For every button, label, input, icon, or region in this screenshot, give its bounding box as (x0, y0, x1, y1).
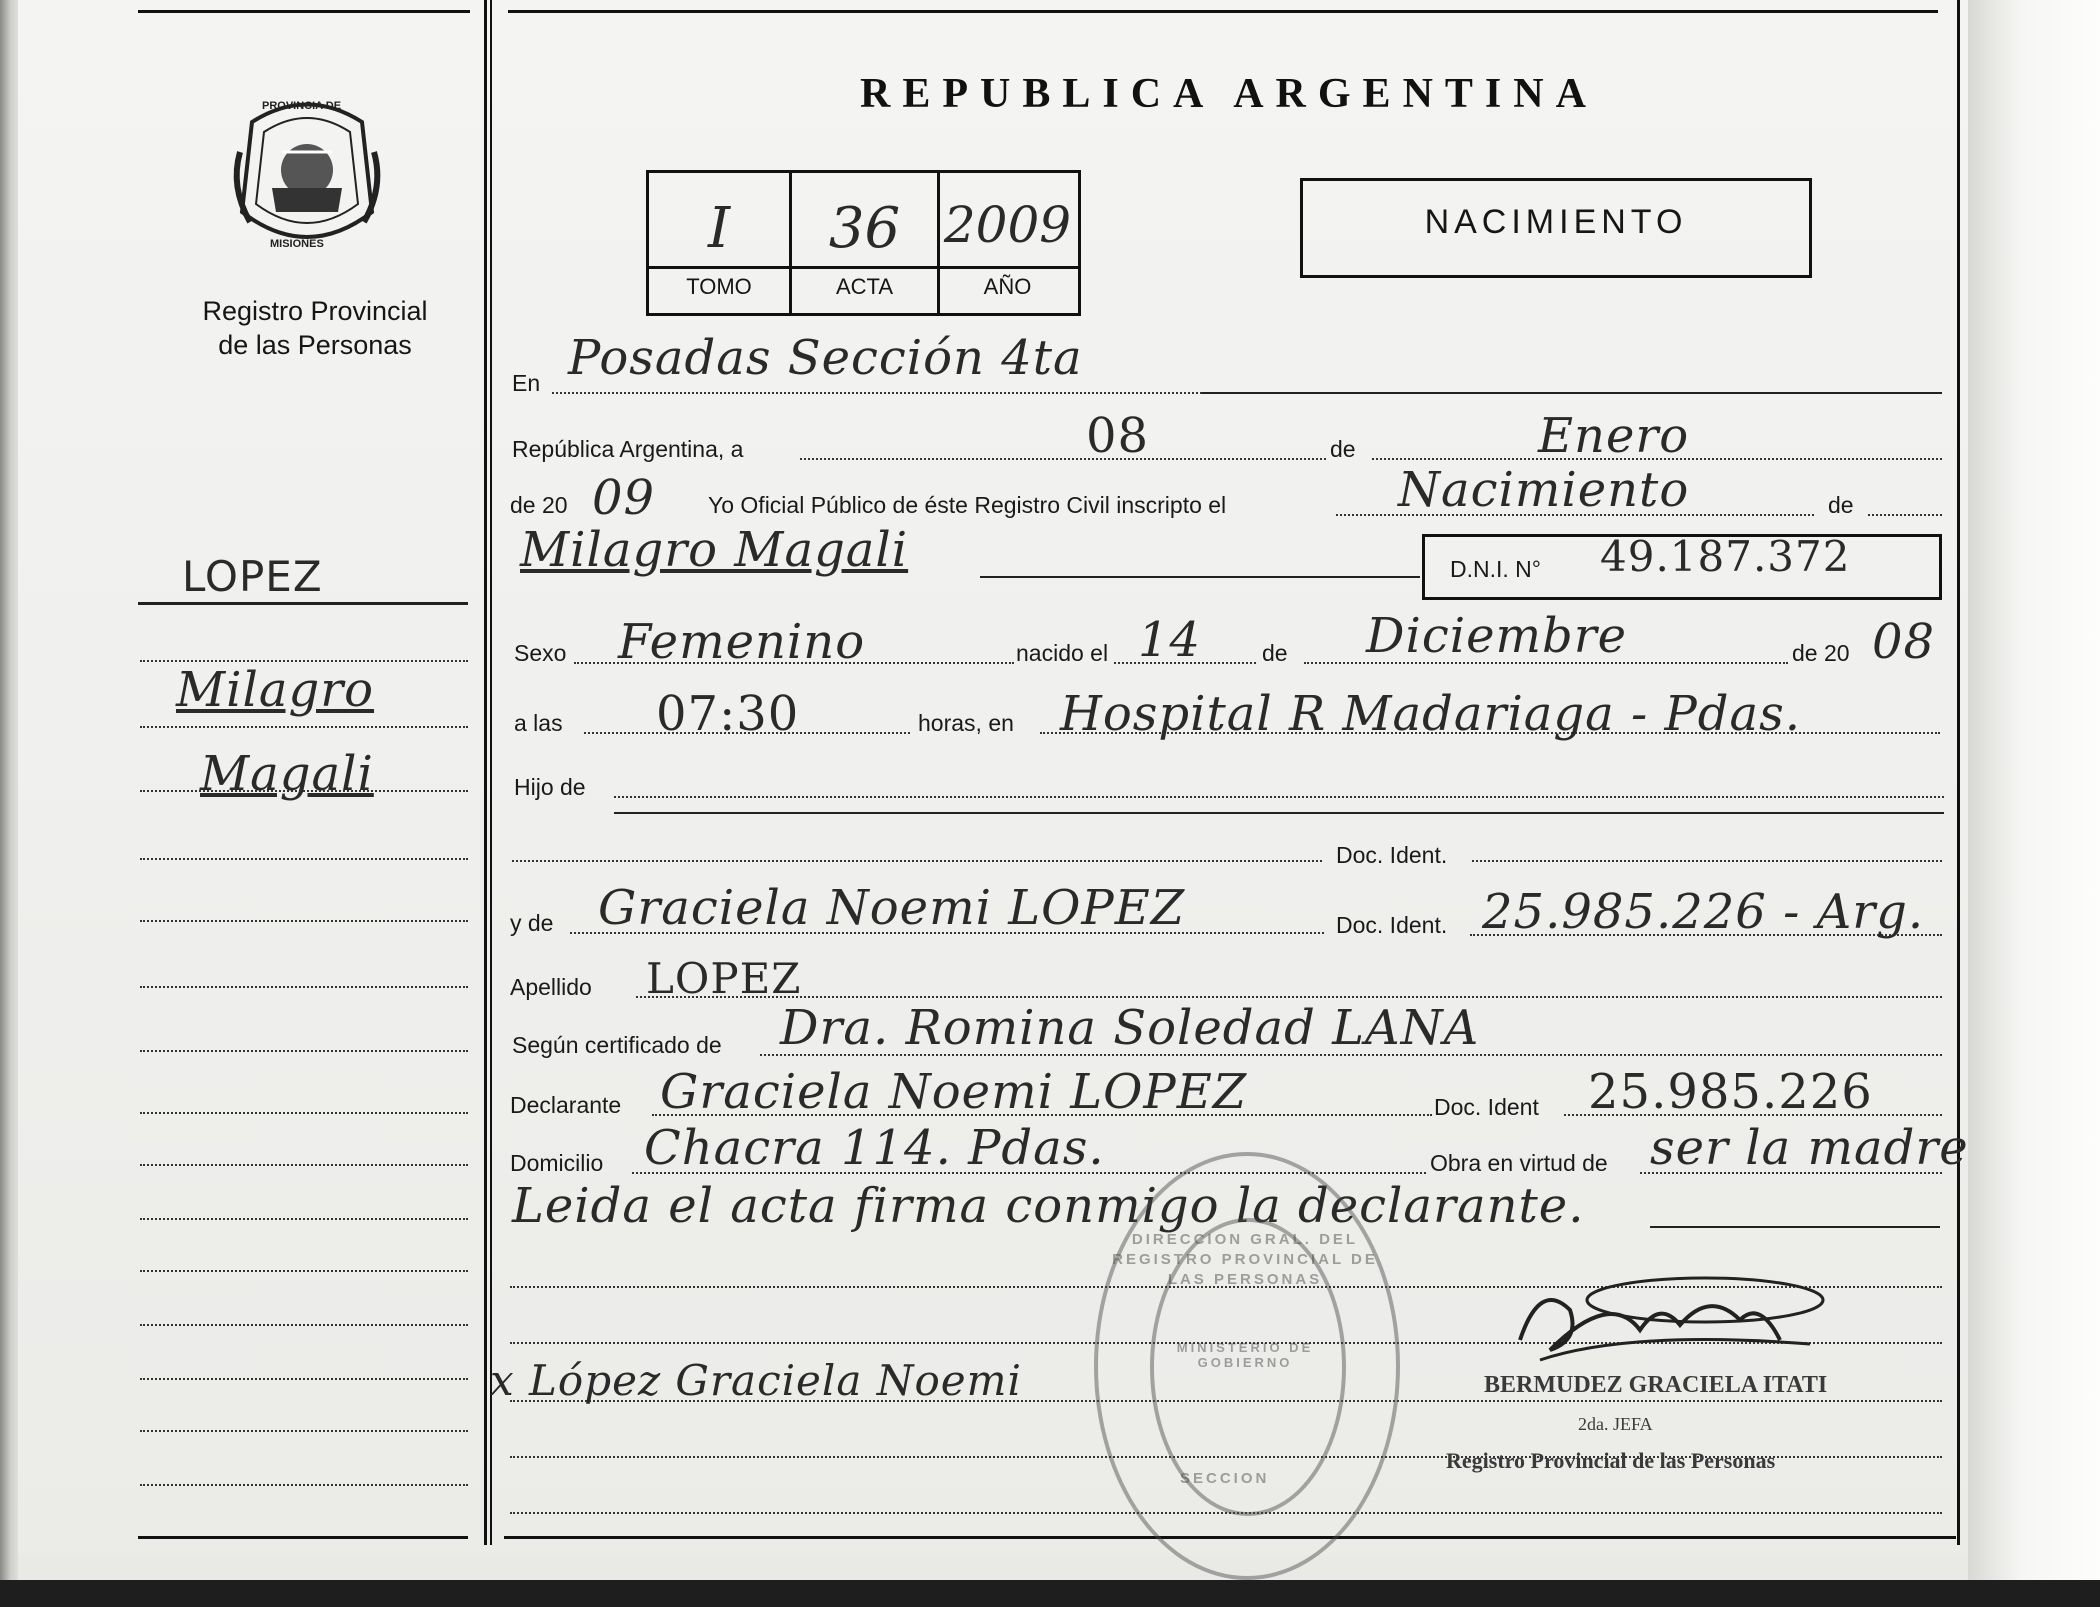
official-signature (1510, 1270, 1840, 1370)
declarante-doc: 25.985.226 (1588, 1064, 1873, 1120)
segun-value: Dra. Romina Soledad LANA (780, 1000, 1480, 1056)
margin-dots-6 (140, 986, 468, 988)
margin-rule-1 (138, 602, 468, 605)
document-title: REPUBLICA ARGENTINA (860, 71, 1598, 117)
anio-value: 2009 (943, 196, 1072, 254)
page-right-border (1957, 0, 1960, 1545)
horas-label: horas, en (918, 710, 1014, 736)
hijo-label: Hijo de (514, 774, 586, 800)
oficial-label: Yo Oficial Público de éste Registro Civil inscripto el (708, 492, 1227, 518)
nacido-day: 14 (1138, 612, 1202, 668)
month-value: Enero (1538, 408, 1690, 464)
domicilio-label: Domicilio (510, 1150, 604, 1176)
acta-label: ACTA (835, 274, 894, 299)
margin-dots-2 (140, 726, 468, 728)
margin-dots-9 (140, 1164, 468, 1166)
book-binding (0, 0, 18, 1607)
acta-value: 36 (828, 196, 901, 261)
obra-value: ser la madre (1650, 1120, 1969, 1176)
hijo-dots (614, 796, 1944, 798)
margin-dots-13 (140, 1378, 468, 1380)
madre-doc: 25.985.226 - Arg. (1482, 884, 1925, 940)
nacido-month: Diciembre (1366, 608, 1628, 664)
apellido-value: LOPEZ (646, 954, 802, 1003)
de-label-2: de (1828, 492, 1854, 518)
de-label: de (1330, 436, 1356, 462)
en-line (1202, 392, 1942, 394)
nacido-year: 08 (1872, 614, 1936, 670)
republica-label: República Argentina, a (512, 436, 744, 462)
top-rule-right (508, 10, 1938, 13)
domicilio-value: Chacra 114. Pdas. (644, 1120, 1105, 1176)
stamp-outer-text: DIRECCION GRAL. DEL REGISTRO PROVINCIAL DE LAS PERSONAS (1112, 1231, 1378, 1288)
margin-dots-15 (140, 1484, 468, 1486)
en-value: Posadas Sección 4ta (568, 330, 1083, 386)
tomo-label: TOMO (686, 274, 752, 299)
obra-label: Obra en virtud de (1430, 1150, 1608, 1176)
segun-label: Según certificado de (512, 1032, 722, 1058)
hijo-line (614, 812, 1944, 814)
child-name: Milagro Magali (520, 522, 909, 578)
page-edge (1968, 0, 2100, 1607)
sexo-label: Sexo (514, 640, 567, 666)
margin-dots-10 (140, 1218, 468, 1220)
dni-label: D.N.I. N° (1450, 556, 1541, 582)
official-org: Registro Provincial de las Personas (1446, 1448, 1776, 1473)
margin-dots-3 (140, 790, 468, 792)
dni-value: 49.187.372 (1600, 532, 1851, 581)
registry-name (160, 294, 470, 362)
registry-line-1: Registro Provincial (202, 296, 428, 326)
declarante-value: Graciela Noemi LOPEZ (660, 1064, 1248, 1120)
margin-dots-11 (140, 1270, 468, 1272)
stamp-inner-text: MINISTERIO DE GOBIERNO (1176, 1340, 1314, 1370)
bottom-shadow (0, 1580, 2100, 1607)
margin-divider-left (484, 0, 487, 1545)
apellido-label: Apellido (510, 974, 592, 1000)
de20-label-2: de 20 (1792, 640, 1850, 666)
inscripto-value: Nacimiento (1398, 462, 1690, 518)
official-name: BERMUDEZ GRACIELA ITATI (1484, 1372, 1828, 1398)
en-dots (552, 392, 1202, 394)
inscripto-end-dots (1868, 514, 1942, 516)
registry-line-2: de las Personas (218, 330, 412, 360)
child-name-line (980, 576, 1420, 578)
stamp-bottom-text: SECCION (1180, 1470, 1270, 1487)
margin-dots-8 (140, 1112, 468, 1114)
sexo-value: Femenino (618, 614, 866, 670)
margin-dots-4 (140, 858, 468, 860)
declarant-signature: x López Graciela Noemi (490, 1356, 1022, 1405)
margin-dots-12 (140, 1324, 468, 1326)
doc-ident-label: Doc. Ident. (1336, 842, 1448, 868)
leida-line (1650, 1226, 1940, 1228)
margin-divider-right (490, 0, 492, 1545)
lugar-value: Hospital R Madariaga - Pdas. (1060, 686, 1802, 742)
day-value: 08 (1086, 408, 1150, 464)
margin-dots-14 (140, 1430, 468, 1432)
madre-value: Graciela Noemi LOPEZ (598, 880, 1186, 936)
father-dots (512, 860, 1322, 862)
margin-dots-1 (140, 660, 468, 662)
bottom-rule-left (138, 1536, 468, 1539)
en-label: En (512, 370, 541, 396)
record-type: NACIMIENTO (1424, 203, 1688, 241)
anio-label: AÑO (983, 274, 1032, 299)
hora-value: 07:30 (656, 686, 800, 742)
seal-bottom-text: MISIONES (270, 238, 324, 250)
de-label-3: de (1262, 640, 1288, 666)
day-dots (800, 458, 1326, 460)
doc-ident-label-2: Doc. Ident. (1336, 912, 1448, 938)
leida-value: Leida el acta firma conmigo la declarante. (512, 1178, 1585, 1234)
doc-ident-label-3: Doc. Ident (1434, 1094, 1539, 1120)
de20-label: de 20 (510, 492, 568, 518)
seal-top-text: PROVINCIA DE (262, 100, 342, 112)
declarante-label: Declarante (510, 1092, 622, 1118)
nacido-label: nacido el (1016, 640, 1109, 666)
father-doc-dots (1472, 860, 1942, 862)
official-rank: 2da. JEFA (1578, 1414, 1653, 1434)
year-suffix: 09 (592, 470, 656, 526)
margin-surname: LOPEZ (182, 552, 323, 601)
margin-name-1: Milagro (176, 662, 375, 718)
misiones-seal (222, 92, 392, 262)
margin-name-2: Magali (200, 746, 374, 802)
margin-dots-5 (140, 920, 468, 922)
yde-label: y de (510, 910, 554, 936)
tomo-value: I (707, 196, 731, 261)
margin-dots-7 (140, 1050, 468, 1052)
apellido-dots (636, 996, 1942, 998)
alas-label: a las (514, 710, 563, 736)
top-rule-left (138, 10, 470, 13)
grid-label-rule (646, 266, 1078, 269)
